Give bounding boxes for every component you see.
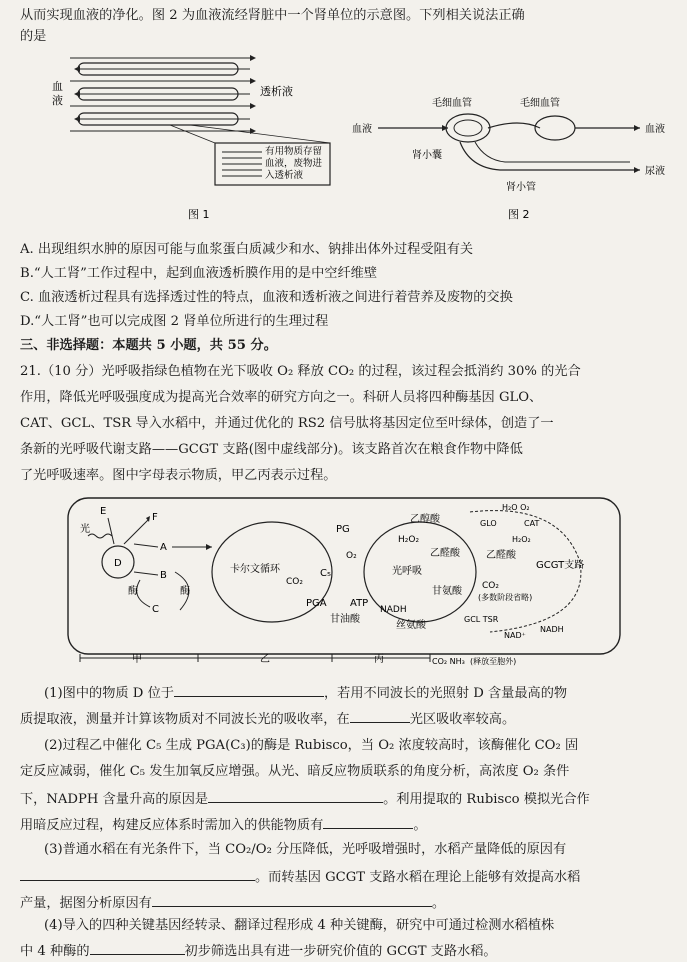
- q21-sub2-line4: [20, 814, 670, 836]
- diag-glycerate: 甘油酸: [330, 614, 360, 625]
- diag-co2-1: CO₂: [286, 577, 303, 587]
- fig1-inset-text1: 有用物质存留: [265, 146, 323, 157]
- fig1-dialysate-label: 透析液: [260, 85, 293, 98]
- diag-multistep: (多数阶段省略): [478, 593, 533, 602]
- diag-nadh2: NADH: [540, 625, 564, 634]
- diag-glyoxylate: 乙醛酸: [430, 548, 460, 559]
- q21-sub2-line2: 定反应减弱，催化 C₅ 发生加氧反应增强。从光、暗反应物质联系的角度分析，高浓度 O₂ 条件: [20, 764, 570, 779]
- fig1-inset-text3: 入透析液: [265, 170, 304, 181]
- diag-co2-nh3: CO₂ NH₃: [432, 657, 465, 666]
- diag-serine: 丝氨酸: [396, 620, 426, 631]
- q20-option-d: D.“人工肾”也可以完成图 2 肾单位所进行的生理过程: [20, 314, 329, 329]
- answer-blank-3[interactable]: [208, 788, 383, 803]
- diag-release: (释放至胞外): [470, 657, 517, 666]
- diag-glycolate: 乙醇酸: [410, 514, 440, 525]
- q20-option-a: A. 出现组织水肿的原因可能与血浆蛋白质减少和水、钠排出体外过程受阻有关: [20, 242, 474, 257]
- diag-nadh1: NADH: [380, 605, 407, 615]
- diag-nad: NAD⁺: [504, 631, 526, 640]
- q21-sub4-b: 中 4 种酶的: [20, 944, 90, 959]
- fig1-blood-label-1: 血: [52, 80, 63, 93]
- diag-photoresp: 光呼吸: [392, 566, 422, 577]
- diag-glycine: 甘氨酸: [432, 586, 462, 597]
- diag-C: C: [152, 604, 159, 615]
- diag-enzyme2: 酶: [180, 586, 190, 597]
- q21-sub3-d: 。: [431, 896, 446, 911]
- diag-atp: ATP: [350, 598, 369, 609]
- q21-intro-2: 作用，降低光呼吸强度成为提高光合效率的研究方向之一。科研人员将四种酶基因 GLO、: [20, 390, 543, 405]
- q20-option-b: B.“人工肾”工作过程中，起到血液透析膜作用的是中空纤维壁: [20, 266, 378, 281]
- q21-sub3-b: 。而转基因 GCGT 支路水稻在理论上能够有效提高水稻: [255, 870, 581, 885]
- section-3-heading: 三、非选择题：本题共 5 小题，共 55 分。: [20, 338, 277, 353]
- q21-intro-5: 了光呼吸速率。图中字母表示物质，甲乙丙表示过程。: [20, 468, 337, 483]
- diag-glo: GLO: [480, 519, 497, 528]
- diag-E: E: [100, 506, 107, 517]
- q21-sub1-line1: [44, 682, 670, 704]
- answer-blank-6[interactable]: [152, 892, 432, 907]
- q21-sub1-a: (1)图中的物质 D 位于: [44, 686, 174, 701]
- fig1-blood-label-2: 液: [52, 94, 63, 107]
- answer-blank-1[interactable]: [174, 682, 324, 697]
- diag-B: B: [160, 570, 167, 581]
- diag-A: A: [160, 542, 167, 553]
- diag-pga: PGA: [306, 598, 327, 609]
- answer-blank-2[interactable]: [350, 708, 410, 723]
- diag-cat: CAT: [524, 519, 540, 528]
- answer-blank-4[interactable]: [323, 814, 413, 829]
- q20-option-c: C. 血液透析过程具有选择透过性的特点，血液和透析液之间进行着营养及废物的交换: [20, 290, 513, 305]
- q21-sub2-f: 。: [413, 818, 427, 833]
- fig2-capsule: 肾小囊: [412, 150, 442, 161]
- q20-stem-line2: 的是: [20, 29, 47, 44]
- diag-calvin: 卡尔文循环: [230, 564, 280, 575]
- q21-sub1-d: 光区吸收率较高。: [409, 712, 516, 727]
- q21-sub2-line1: (2)过程乙中催化 C₅ 生成 PGA(C₃)的酶是 Rubisco，当 O₂ 浓度较高时，该酶催化 CO₂ 固: [44, 738, 579, 753]
- fig1-inset-text2: 血液，废物进: [265, 158, 323, 169]
- diag-h2o2: H₂O₂: [398, 535, 420, 545]
- fig2-blood-out: 血液: [645, 124, 665, 135]
- fig2-capillary2: 毛细血管: [520, 98, 560, 109]
- fig2-tubule: 肾小管: [506, 182, 536, 193]
- fig2-blood-in: 血液: [352, 124, 372, 135]
- q21-sub4-c: 初步筛选出具有进一步研究价值的 GCGT 支路水稻。: [184, 944, 497, 959]
- figure-1-dialysis-diagram: [52, 55, 330, 221]
- q21-sub1-c: 质提取液，测量并计算该物质对不同波长光的吸收率，在: [20, 712, 350, 727]
- diag-yi: 乙: [260, 654, 270, 665]
- diag-gcl-tsr: GCL TSR: [464, 615, 499, 624]
- q21-sub1-b: ，若用不同波长的光照射 D 含量最高的物: [323, 686, 568, 701]
- diag-co2-2: CO₂: [482, 581, 499, 591]
- q21-sub3-line3: [20, 892, 670, 914]
- diag-bing: 丙: [374, 654, 384, 665]
- diag-glyoxylate2: 乙醛酸: [486, 550, 516, 561]
- q20-figures: [0, 48, 687, 238]
- fig1-caption: 图 1: [188, 208, 210, 221]
- figure-2-nephron-diagram: [352, 96, 665, 221]
- fig2-caption: 图 2: [508, 208, 530, 221]
- q21-sub2-e: 用暗反应过程，构建反应体系时需加入的供能物质有: [20, 818, 324, 833]
- q21-intro-4: 条新的光呼吸代谢支路——GCGT 支路(图中虚线部分)。该支路首次在粮食作物中降低: [20, 442, 523, 457]
- diag-light: 光: [80, 524, 90, 535]
- q20-stem-line1: 从而实现血液的净化。图 2 为血液流经肾脏中一个肾单位的示意图。下列相关说法正确: [20, 8, 525, 23]
- q21-photorespiration-diagram: [0, 492, 687, 692]
- answer-blank-5[interactable]: [20, 866, 255, 881]
- diag-h2o2-2: H₂O₂: [512, 535, 531, 544]
- diag-h2o-o2: H₂O O₂: [502, 503, 530, 512]
- diag-o2: O₂: [346, 551, 357, 561]
- diag-F: F: [152, 512, 158, 523]
- diag-pg: PG: [336, 524, 350, 535]
- diag-D: D: [114, 558, 122, 569]
- q21-sub4-line2: [20, 940, 670, 962]
- diag-jia: 甲: [132, 654, 142, 665]
- q21-intro-3: CAT、GCL、TSR 导入水稻中，并通过优化的 RS2 信号肽将基因定位至叶绿体，创造了一: [20, 416, 554, 431]
- q21-intro-1: 21.（10 分）光呼吸指绿色植物在光下吸收 O₂ 释放 CO₂ 的过程，该过程会抵消约 30% 的光合: [20, 364, 581, 379]
- fig2-urine: 尿液: [645, 166, 665, 177]
- q21-sub3-c: 产量，据图分析原因有: [20, 896, 152, 911]
- q21-sub4-line1: (4)导入的四种关键基因经转录、翻译过程形成 4 种关键酶，研究中可通过检测水稻植株: [44, 918, 555, 933]
- q21-sub2-line3: [20, 788, 670, 810]
- q21-sub3-line1: (3)普通水稻在有光条件下，当 CO₂/O₂ 分压降低，光呼吸增强时，水稻产量降低的原因有: [44, 842, 567, 857]
- q21-sub2-d: 。利用提取的 Rubisco 模拟光合作: [383, 792, 590, 807]
- diag-enzyme1: 酶: [128, 586, 138, 597]
- fig2-capillary1: 毛细血管: [432, 98, 472, 109]
- q21-sub1-line2: [20, 708, 670, 730]
- diag-c5: C₅: [320, 568, 331, 579]
- answer-blank-7[interactable]: [90, 940, 185, 955]
- q21-sub2-c: 下，NADPH 含量升高的原因是: [20, 792, 209, 807]
- q21-sub3-line2: [20, 866, 670, 888]
- diag-gcgt: GCGT支路: [536, 560, 585, 571]
